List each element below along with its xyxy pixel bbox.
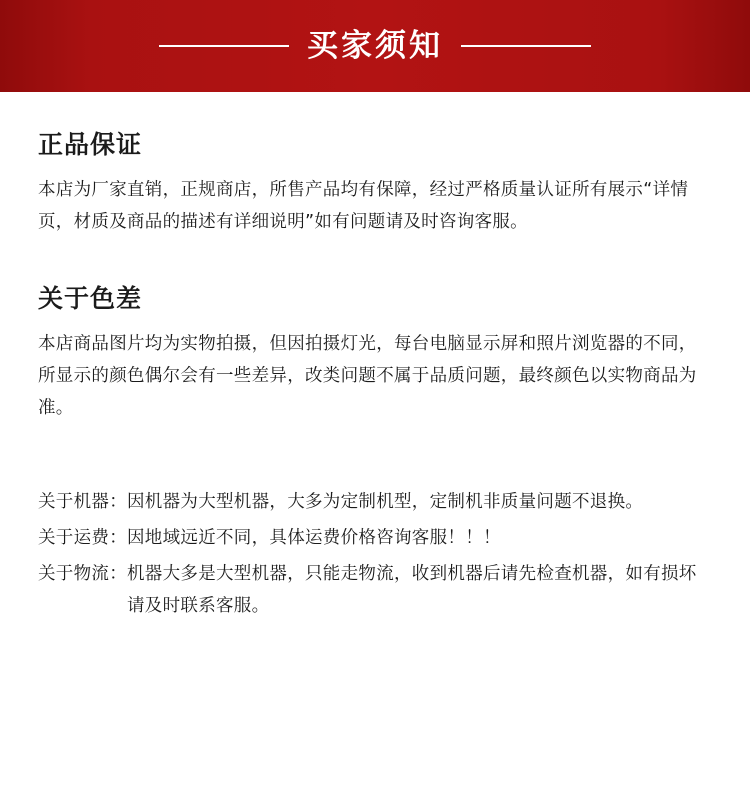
section-title-color-difference: 关于色差	[38, 284, 143, 313]
page-content	[0, 92, 750, 622]
page-banner	[0, 0, 750, 92]
note-label-logistics: 关于物流：	[38, 564, 127, 584]
page-title: 买家须知	[307, 27, 443, 64]
section-body-color-difference: 本店商品图片均为实物拍摄，但因拍摄灯光，每台电脑显示屏和照片浏览器的不同，所显示的颜色偶尔会有一些差异，改类问题不属于品质问题，最终颜色以实物商品为准。	[38, 334, 697, 418]
note-text-shipping-fee: 因地域远近不同，具体运费价格咨询客服！！！	[127, 528, 501, 548]
spacer-2	[38, 430, 712, 482]
section-authenticity	[38, 130, 712, 238]
note-label-machine: 关于机器：	[38, 492, 127, 512]
note-text-machine: 因机器为大型机器，大多为定制机型，定制机非质量问题不退换。	[127, 492, 644, 512]
section-title-authenticity: 正品保证	[38, 130, 143, 159]
note-label-shipping-fee: 关于运费：	[38, 528, 127, 548]
note-item-shipping-fee	[38, 522, 712, 554]
section-body-authenticity: 本店为厂家直销，正规商店，所售产品均有保障，经过严格质量认证所有展示“详情页，材质及商品的描述有详细说明”如有问题请及时咨询客服。	[38, 180, 689, 232]
note-text-logistics: 机器大多是大型机器，只能走物流，收到机器后请先检查机器，如有损坏请及时联系客服。	[127, 564, 697, 616]
spacer-1	[38, 244, 712, 268]
banner-left-rule-icon	[159, 45, 289, 47]
note-item-logistics	[38, 558, 712, 622]
section-color-difference	[38, 284, 712, 424]
notes-list	[38, 486, 712, 622]
banner-right-rule-icon	[461, 45, 591, 47]
note-item-machine	[38, 486, 712, 518]
banner-inner	[0, 27, 750, 64]
